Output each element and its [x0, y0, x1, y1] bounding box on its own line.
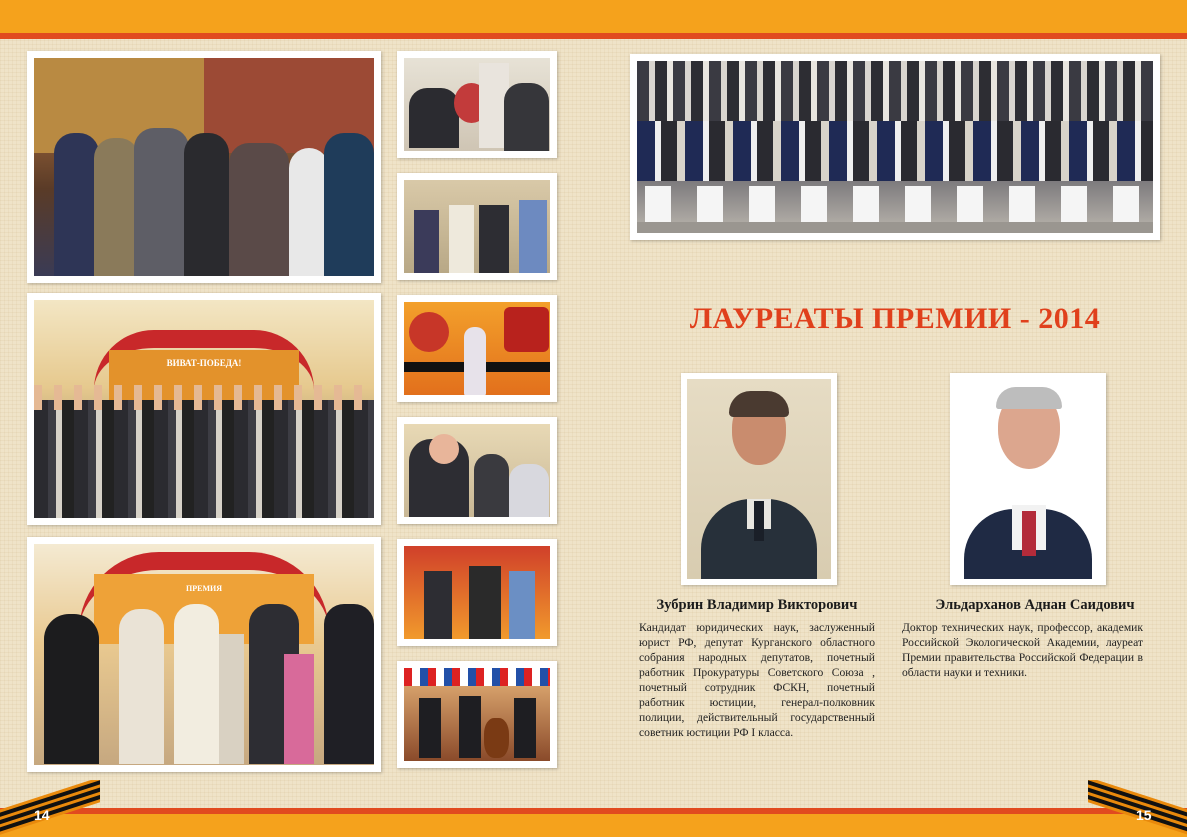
portrait-zubrin: [681, 373, 837, 585]
stage-banner-small: ПРЕМИЯ: [186, 584, 222, 593]
photo-musicians: [397, 661, 557, 768]
laureate-name-2: Эльдарханов Аднан Саидович: [935, 597, 1135, 613]
photo-award-hall: [397, 173, 557, 280]
bottom-orange-band: [0, 814, 1187, 837]
photo-audience-close: [397, 417, 557, 524]
page-number-left: 14: [34, 807, 50, 823]
top-orange-band: [0, 0, 1187, 33]
photo-girl-singing: [397, 295, 557, 402]
top-red-stripe: [0, 33, 1187, 39]
photo-stage-speech: [27, 537, 381, 772]
st-george-ribbon-icon: [0, 780, 100, 835]
laureate-name-1: Зубрин Владимир Викторович: [656, 597, 858, 613]
photo-group-at-entrance: [27, 51, 381, 283]
laureate-bio-2: Доктор технических наук, профессор, академик Российской Экологической Академии, лауреат Премии правительства Российской Федерации в области науки и техники.: [902, 621, 1143, 679]
photo-cadets-drummers: [630, 54, 1160, 240]
page-heading: ЛАУРЕАТЫ ПРЕМИИ - 2014: [689, 302, 1101, 335]
photo-stage-award: [397, 539, 557, 646]
stage-banner-text: ВИВАТ-ПОБЕДА!: [166, 358, 242, 368]
portrait-eldarkhanov: [950, 373, 1106, 585]
photo-hall-group: [27, 293, 381, 525]
photo-flowers-greeting: [397, 51, 557, 158]
page-number-right: 15: [1136, 807, 1152, 823]
laureate-bio-1: Кандидат юридических наук, заслуженный юрист РФ, депутат Курганского областного собрания народных депутатов, почетный работник Прокуратуры Советского Союза , почетный сотрудник ФСКН, почетный работник юстиции, генерал-полковник полиции, действительный государственный советник юстиции РФ I класса.: [639, 621, 875, 739]
